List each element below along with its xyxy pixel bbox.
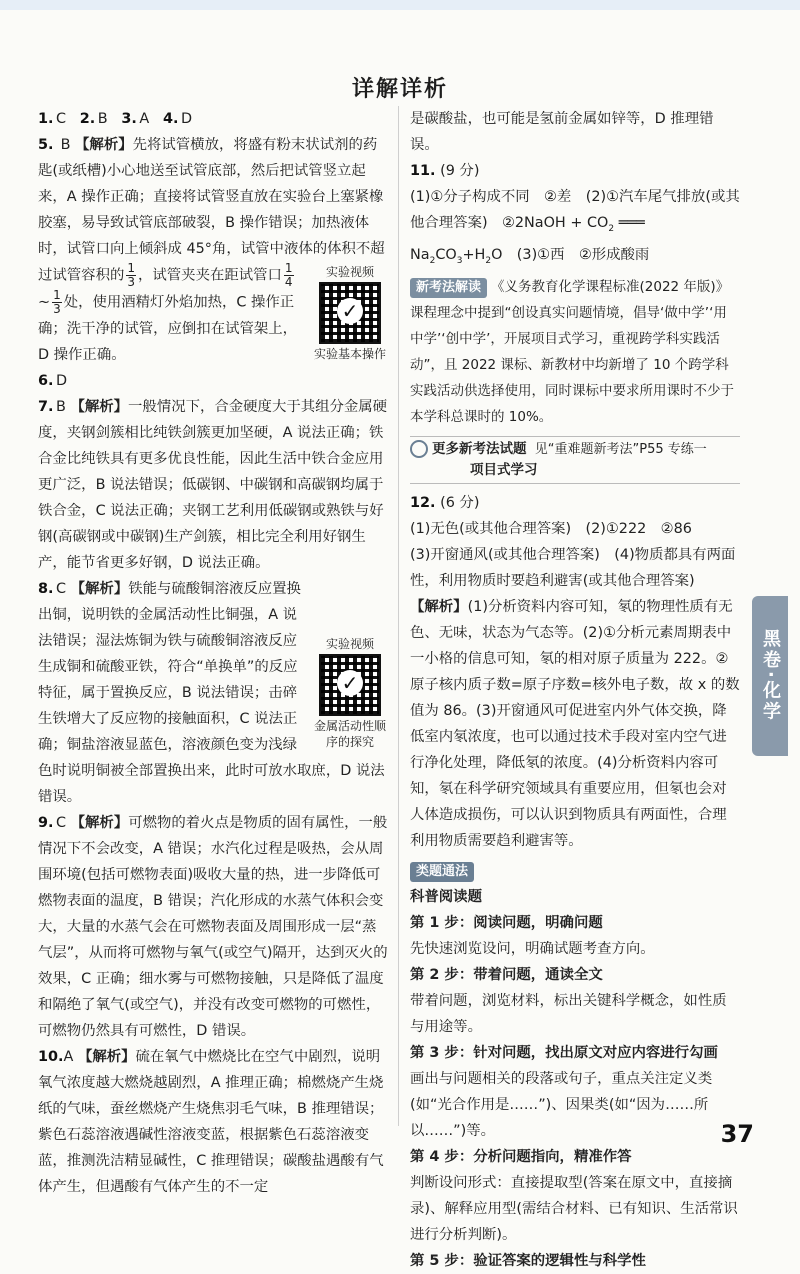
link-icon [410, 440, 428, 458]
left-column [38, 106, 388, 1200]
answer-11: 11. (9 分) (1)①分子构成不同 ②差 (2)①汽车尾气排放(或其他合理答案) ②2NaOH + $CO_2$ ═══ $Na_2CO_3+H_2O$ (3)①西 ②形成酸雨 [410, 163, 740, 266]
right-column [410, 106, 740, 1274]
answer-12: 12. (6 分) (1)无色(或其他合理答案) (2)①222 ②86 (3)开窗通风(或其他合理答案) (4)物质都具有两面性，利用物质时要趋利避害(或其他合理答案) 【解析】(1)分析资料内容可知，氡的物理性质有无色、无味，状态为气态等。(2)①分析元素周期表中一小格的信息可知，氡的相对原子质量为 222。②原子核内质子数=原子序数=核外电子数，故 x 的数值为 86。(3)开窗通风可促进室内外气体交换，降低室内氡浓度，也可以通过技术手段对室内空气进行净化处理，降低氡的浓度。(4)分析资料内容可知，氡在科学研究领域具有重要应用，但氡也会对人体造成损伤，可以认识到物质具有两面性，合理利用物质需要趋利避害等。 [410, 494, 740, 849]
more-questions-link[interactable]: 更多新考法试题 见“重难题新考法”P55 专练一 项目式学习 [410, 436, 740, 484]
qr-video-box[interactable]: 实验视频 ✓ 金属活动性顺序的探究 [313, 637, 386, 749]
fraction: $\frac{1}{4}$ [284, 261, 293, 289]
qr-code-icon: ✓ [319, 654, 381, 716]
answer-10: 10.A 【解析】硫在氧气中燃烧比在空气中剧烈，说明氧气浓度越大燃烧越剧烈，A 推理正确；棉燃烧产生烧纸的气味，蚕丝燃烧产生烧焦羽毛气味，B 推理错误；紫色石蕊溶液遇碱性溶液变蓝，根据紫色石蕊溶液变蓝，推测洗洁精显碱性，C 推理错误；碳酸盐遇酸有气体产生，但遇酸有气体产生的不一定 [38, 1049, 384, 1195]
column-divider [398, 106, 399, 1126]
fraction: $\frac{1}{3}$ [127, 261, 135, 289]
subject-side-tab: 黑卷·化学 [752, 596, 788, 756]
answer-10-continued: 是碳酸盐，也可能是氢前金属如锌等，D 推理错误。 [410, 111, 714, 153]
qr-code-icon: ✓ [319, 282, 381, 344]
page-number: 37 [720, 1120, 754, 1148]
page-title: 详解详析 [351, 77, 448, 102]
answers-1-4: 1. C 2. B 3. A 4. D [38, 111, 193, 127]
method-section: 类题通法 科普阅读题 第 1 步：阅读问题，明确问题 先快速浏览设问，明确试题考查方向。 第 2 步：带着问题，通读全文 带着问题，浏览材料，标出关键科学概念，如性质与用途等。 第 3 步：针对问题，找出原文对应内容进行勾画 画出与问题相关的段落或句子，重点关注定义类(如“光合作用是……”)、因果类(如“因为……所以……”)等。 第 4 步：分析问题指向，精准作答 判断设问形式：直接提取型(答案在原文中，直接摘录)、解释应用型(需结合材料、已有知识、生活常识进行分析判断)。 第 5 步：验证答案的逻辑性与科学性 [410, 863, 738, 1269]
new-method-note: 新考法解读 《义务教育化学课程标准(2022 年版)》课程理念中提到“创设真实问题情境，倡导‘做中学’‘用中学’‘创中学’，开展项目式学习，重视跨学科实践活动”，且 2022 课标、新教材中均新增了 10 个跨学科实践活动供选择使用，同时课标中要求所用课时不少于本学科总课时的 10%。 [410, 278, 734, 425]
top-edge [0, 0, 800, 10]
method-tag: 类题通法 [410, 862, 474, 882]
answer-9: 9. C 【解析】可燃物的着火点是物质的固有属性，一般情况下不会改变，A 错误；水汽化过程是吸热，会从周围环境(包括可燃物表面)吸收大量的热，进一步降低可燃物表面的温度，B 错误；汽化形成的水蒸气体积会变大，大量的水蒸气会在可燃物表面及周围形成一层“蒸气层”，从而将可燃物与氧气(或空气)隔开，达到灭火的效果，C 正确；细水雾与可燃物接触，只是降低了温度和隔绝了氧气(或空气)，并没有改变可燃物的可燃性，可燃物仍然具有可燃性，D 错误。 [38, 815, 388, 1039]
answer-8: 实验视频 ✓ 金属活动性顺序的探究 8. C 【解析】铁能与硫酸铜溶液反应置换出铜，说明铁的金属活动性比铜强，A 说法错误；湿法炼铜为铁与硫酸铜溶液反应生成铜和硫酸亚铁，符合“单换单”的反应特征，属于置换反应，B 说法错误；击碎生铁增大了反应物的接触面积，C 说法正确；铜盐溶液显蓝色，溶液颜色变为浅绿色时说明铜被全部置换出来，此时可放水取庶，D 说法错误。 [38, 581, 386, 805]
new-method-tag: 新考法解读 [410, 278, 487, 298]
answer-7: 7. B 【解析】一般情况下，合金硬度大于其组分金属硬度，夹钢剑簇相比纯铁剑簇更加坚硬，A 说法正确；铁合金比纯铁具有更多优良性能，因此生活中铁合金应用更广泛，B 说法错误；低碳钢、中碳钢和高碳钢均属于铁合金，C 说法正确；夹钢工艺利用低碳钢或熟铁与好钢(高碳钢或中碳钢)生产剑簇，相比完全利用好钢生产，能节省更多好钢，D 说法正确。 [38, 399, 388, 571]
qr-video-box[interactable]: 实验视频 ✓ 实验基本操作 [313, 265, 386, 361]
answer-5: 5. B 【解析】先将试管横放，将盛有粉末状试剂的药匙(或纸槽)小心地送至试管底部，然后把试管竖立起来，A 操作正确；直接将试管竖直放在实验台上塞紧橡胶塞，易导致试管底部破裂，B 操作错误；加热液体时，试管口向上倾斜成 45°角，试管中液体的体积不超过试管容积的 $\frac{1}{3}$ ，试管夹夹在距试管口 $\frac{1}{4}$ 实验视频 ✓ 实验基本操作 ~ $\frac{1}{3}$ 处，使用酒精灯外焰加热，C 操作正确；洗干净的试管，应倒扣在试管架上，D 操作正确。 [38, 137, 386, 363]
answer-6: 6. D [38, 373, 68, 389]
fraction: $\frac{1}{3}$ [53, 288, 61, 316]
